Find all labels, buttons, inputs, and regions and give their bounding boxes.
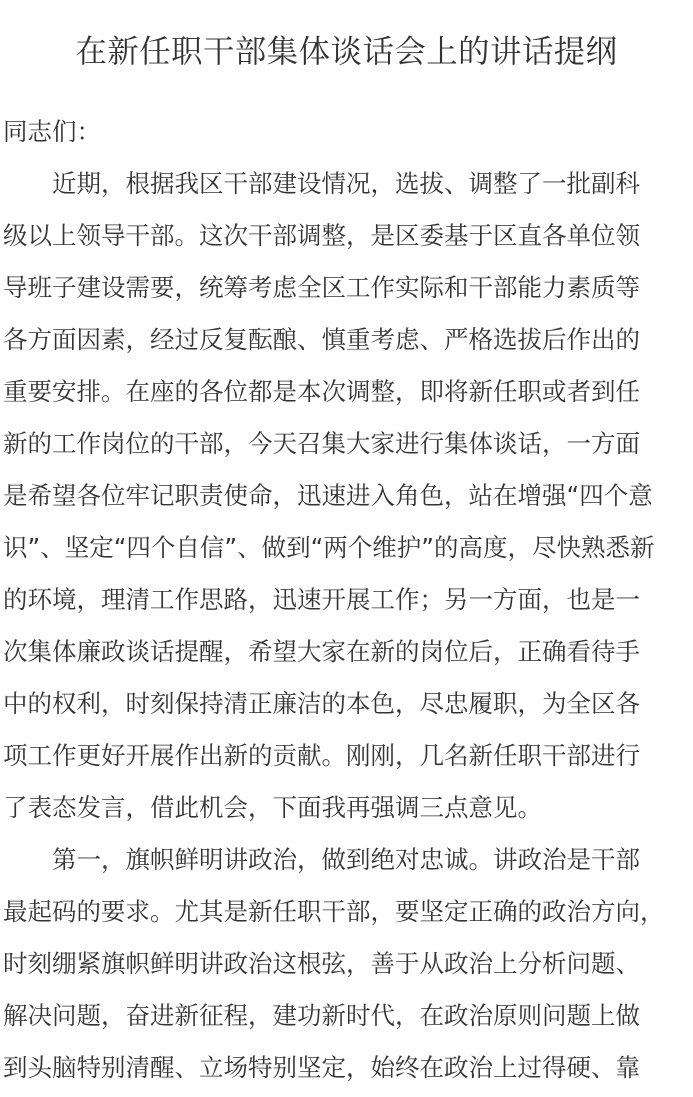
document-title: 在新任职干部集体谈话会上的讲话提纲 [75, 34, 618, 70]
body-line: 第一，旗帜鲜明讲政治，做到绝对忠诚。讲政治是干部 [3, 845, 640, 874]
body-line: 次集体廉政谈话提醒，希望大家在新的岗位后，正确看待手 [3, 637, 640, 666]
body-line: 近期，根据我区干部建设情况，选拔、调整了一批副科 [3, 169, 640, 198]
body-line: 时刻绷紧旗帜鲜明讲政治这根弦，善于从政治上分析问题、 [3, 949, 640, 978]
body-line: 项工作更好开展作出新的贡献。刚刚，几名新任职干部进行 [3, 741, 640, 770]
body-line: 是希望各位牢记职责使命，迅速进入角色，站在增强“四个意 [3, 481, 653, 510]
body-line: 中的权利，时刻保持清正廉洁的本色，尽忠履职，为全区各 [3, 689, 640, 718]
body-line: 识”、坚定“四个自信”、做到“两个维护”的高度，尽快熟悉新 [3, 533, 655, 562]
body-line: 各方面因素，经过反复酝酿、慎重考虑、严格选拔后作出的 [3, 325, 640, 354]
body-line: 的环境，理清工作思路，迅速开展工作；另一方面，也是一 [3, 585, 640, 614]
salutation: 同志们： [3, 117, 101, 146]
body-line: 到头脑特别清醒、立场特别坚定，始终在政治上过得硬、靠 [3, 1053, 640, 1082]
body-line: 导班子建设需要，统筹考虑全区工作实际和干部能力素质等 [3, 273, 640, 302]
body-line: 级以上领导干部。这次干部调整，是区委基于区直各单位领 [3, 221, 640, 250]
body-line: 解决问题，奋进新征程，建功新时代，在政治原则问题上做 [3, 1001, 640, 1030]
body-line: 新的工作岗位的干部，今天召集大家进行集体谈话，一方面 [3, 429, 640, 458]
body-line: 最起码的要求。尤其是新任职干部，要坚定正确的政治方向， [3, 897, 665, 926]
body-line: 重要安排。在座的各位都是本次调整，即将新任职或者到任 [3, 377, 640, 406]
body-line: 了表态发言，借此机会，下面我再强调三点意见。 [3, 793, 542, 822]
